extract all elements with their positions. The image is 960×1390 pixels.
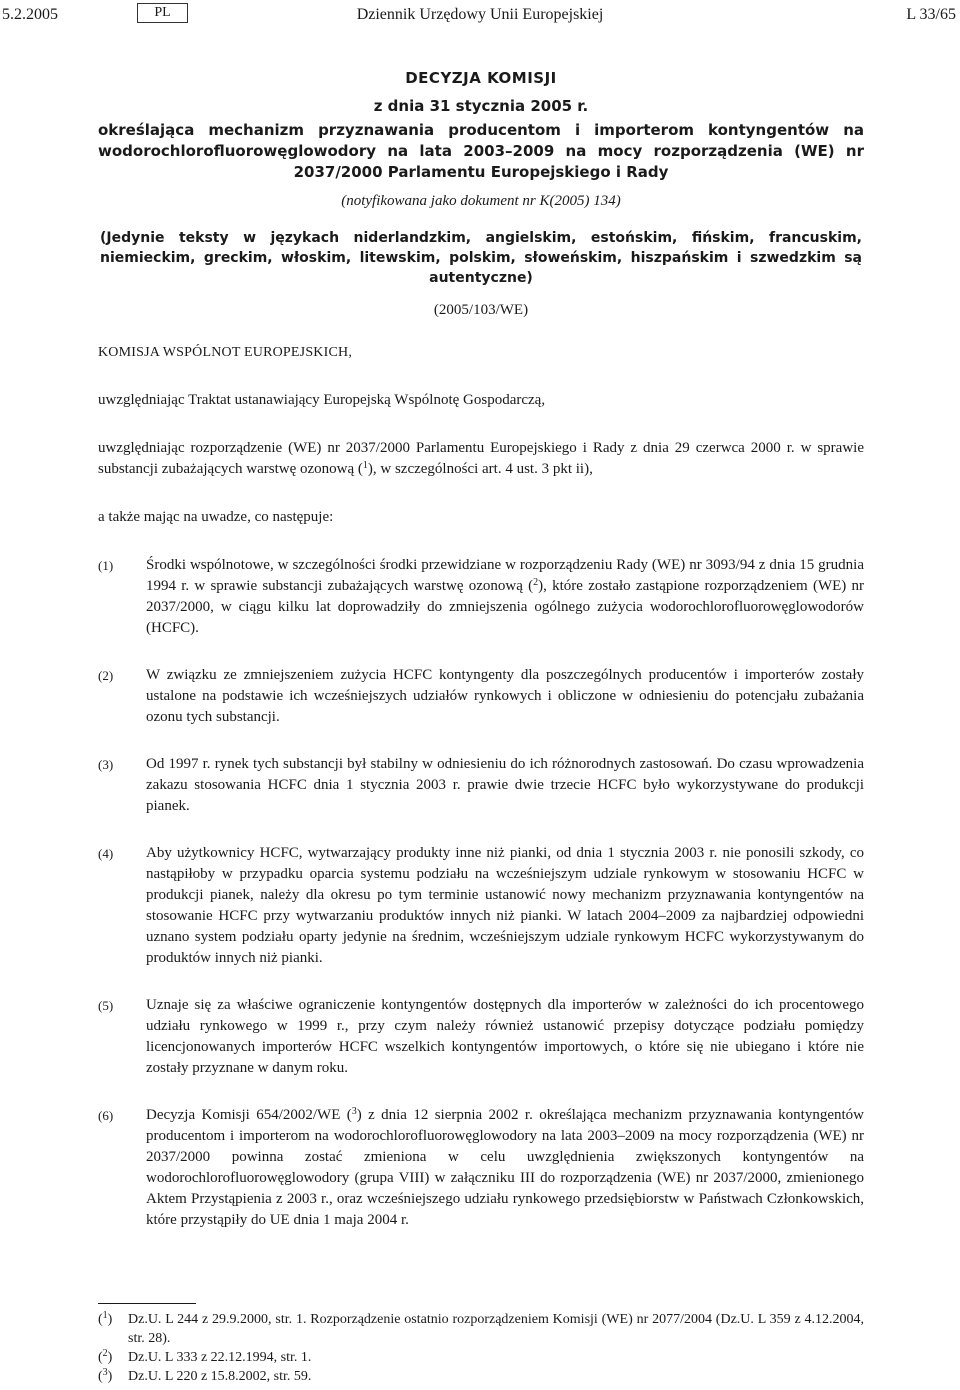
recital-text: Aby użytkownicy HCFC, wytwarzający produkty inne niż pianki, od dnia 1 stycznia 2003 r. nie ponosili szkody, co nastąpiłoby w przypadku oparcia systemu podziału na wcześniejszym udziale rynkowym w stosowaniu HCFC w produkcji pianek, należy dla okresu po tym terminie ustanowić nowy mechanizm przyznawania kontyngentów na stosowanie HCFC przy wytwarzaniu produktów innych niż pianki. W latach 2004–2009 za najbardziej odpowiedni uznano system podziału oparty jedynie na średnim, wcześniejszym udziale rynkowym HCFC wykorzystywanym do produktów innych niż pianki. (146, 845, 864, 966)
recital-text: Od 1997 r. rynek tych substancji był stabilny w odniesieniu do ich różnorodnych zastosowań. Do czasu wprowadzenia zakazu stosowania HCFC dnia 1 stycznia 2003 r. prawie dwie trzecie HCFC było wykorzystywane do produkcji pianek. (146, 756, 864, 814)
recital-item (98, 555, 864, 639)
footnote-ref[interactable]: 3 (351, 1106, 357, 1117)
citation-regulation-text-b: ), w szczególności art. 4 ust. 3 pkt ii), (367, 461, 593, 477)
footnote-text: Dz.U. L 244 z 29.9.2000, str. 1. Rozporządzenie ostatnio rozporządzeniem Komisji (WE) nr 2077/2004 (Dz.U. L 359 z 4.12.2004, str. 28). (128, 1312, 864, 1346)
decision-subject: określająca mechanizm przyznawania producentom i importerom kontyngentów na wodorochlorofluorowęglowodory na lata 2003–2009 na mocy rozporządzenia (WE) nr 2037/2000 Parlamentu Europejskiego i Rady (98, 121, 864, 181)
recital-text-a: Środki wspólnotowe, w szczególności środki przewidziane w rozporządzeniu Rady (WE) nr 3093/94 z dnia 15 grudnia 1994 r. w sprawie substancji zubażających warstwę ozonową ( (146, 557, 864, 594)
recital-text-a: Decyzja Komisji 654/2002/WE ( (146, 1107, 352, 1123)
citation-regulation (98, 438, 864, 480)
footnote-item (98, 1348, 864, 1367)
recital-number: (6) (98, 1108, 114, 1123)
footnote-item (98, 1310, 864, 1348)
recital-number: (2) (98, 668, 114, 683)
footnote-item (98, 1367, 864, 1386)
recital-text (146, 555, 864, 639)
authentic-languages-note: (Jedynie teksty w językach niderlandzkim, angielskim, estońskim, fińskim, francuskim, niemieckim, greckim, włoskim, litewskim, polskim, słoweńskim, hiszpańskim i szwedzkim są autentyczne) (100, 230, 862, 286)
recital-item (98, 843, 864, 969)
recital-number: (1) (98, 558, 114, 573)
footnote-separator (98, 1303, 196, 1304)
footnote-number: ($^3$) (98, 1367, 113, 1384)
recital-number: (3) (98, 757, 114, 772)
recital-text-b: ) z dnia 12 sierpnia 2002 r. określająca mechanizm przyznawania kontyngentów producentom i importerom na wodorochlorofluorowęglowodory na lata 2003–2009 na mocy rozporządzenia (WE) nr 2037/2000 powinna zostać zmieniona w celu uwzględnienia zwiększonych kontyngentów na wodorochlorofluorowęglowodory (grupa VIII) w załączniku III do rozporządzenia (WE) nr 2037/2000, zmienionego Aktem Przystąpienia z 2003 r., oraz wcześniejszego udziału rynkowego przedsiębiorstw w Państwach Członkowskich, które przystąpiły do UE dnia 1 maja 2004 r. (146, 1107, 865, 1228)
journal-title: Dziennik Urzędowy Unii Europejskiej (356, 6, 604, 23)
recital-text: Uznaje się za właściwe ograniczenie kontyngentów dostępnych dla importerów w zależności do ich procentowego udziału rynkowego w 1999 r., przy czym należy również ustanowić przepisy dotyczące podziału pomiędzy licencjonowanych importerów HCFC wszelkich kontyngentów importowych, o które się nie ubiegano i które nie zostały przyznane w danym roku. (146, 997, 864, 1076)
footnote-number: ($^2$) (98, 1348, 113, 1365)
issuing-body: KOMISJA WSPÓLNOT EUROPEJSKICH, (98, 345, 353, 360)
footnote-ref[interactable]: 2 (533, 577, 539, 588)
footnote-ref[interactable]: 1 (362, 460, 368, 471)
footnote-text: Dz.U. L 220 z 15.8.2002, str. 59. (128, 1369, 312, 1384)
footnote-text: Dz.U. L 333 z 22.12.1994, str. 1. (128, 1350, 312, 1365)
footnotes (98, 1310, 864, 1386)
recital-number: (5) (98, 998, 114, 1013)
recital-text (146, 1105, 864, 1231)
recital-item (98, 1105, 864, 1231)
decision-reference: (2005/103/WE) (433, 302, 529, 318)
recital-item (98, 665, 864, 728)
document-body (98, 342, 864, 1257)
citation-treaty: uwzględniając Traktat ustanawiający Europejską Wspólnotę Gospodarczą, (98, 392, 546, 408)
recital-text-b: ), które zostało zastąpione rozporządzeniem (WE) nr 2037/2000, w ciągu kilku lat doprowadziły do zmniejszenia ogólnego zużycia wodorochlorofluorowęglowodorów (HCFC). (146, 578, 864, 636)
decision-type: DECYZJA KOMISJI (405, 69, 557, 87)
whereas-intro: a także mając na uwadze, co następuje: (98, 509, 334, 525)
recital-item (98, 754, 864, 817)
page-reference: L 33/65 (906, 6, 956, 23)
recital-item (98, 995, 864, 1079)
recital-text: W związku ze zmniejszeniem zużycia HCFC kontyngenty dla poszczególnych producentów i importerów zostały ustalone na podstawie ich wcześniejszych udziałów rynkowych i obliczone w odniesieniu do potencjału zubażania ozonu tych substancji. (146, 667, 864, 725)
recitals-list (98, 555, 864, 1231)
footnote-number: ($^1$) (98, 1310, 113, 1327)
decision-title-block (98, 64, 864, 321)
decision-date: z dnia 31 stycznia 2005 r. (373, 97, 589, 115)
language-badge: PL (137, 3, 188, 23)
publication-date: 5.2.2005 (2, 6, 58, 23)
recital-number: (4) (98, 846, 114, 861)
page-header (0, 4, 960, 26)
notification-note: (notyfikowana jako dokument nr K(2005) 134) (341, 193, 621, 209)
citation-regulation-text-a: uwzględniając rozporządzenie (WE) nr 2037/2000 Parlamentu Europejskiego i Rady z dnia 29 czerwca 2000 r. w sprawie substancji zubażających warstwę ozonową ( (98, 440, 864, 477)
